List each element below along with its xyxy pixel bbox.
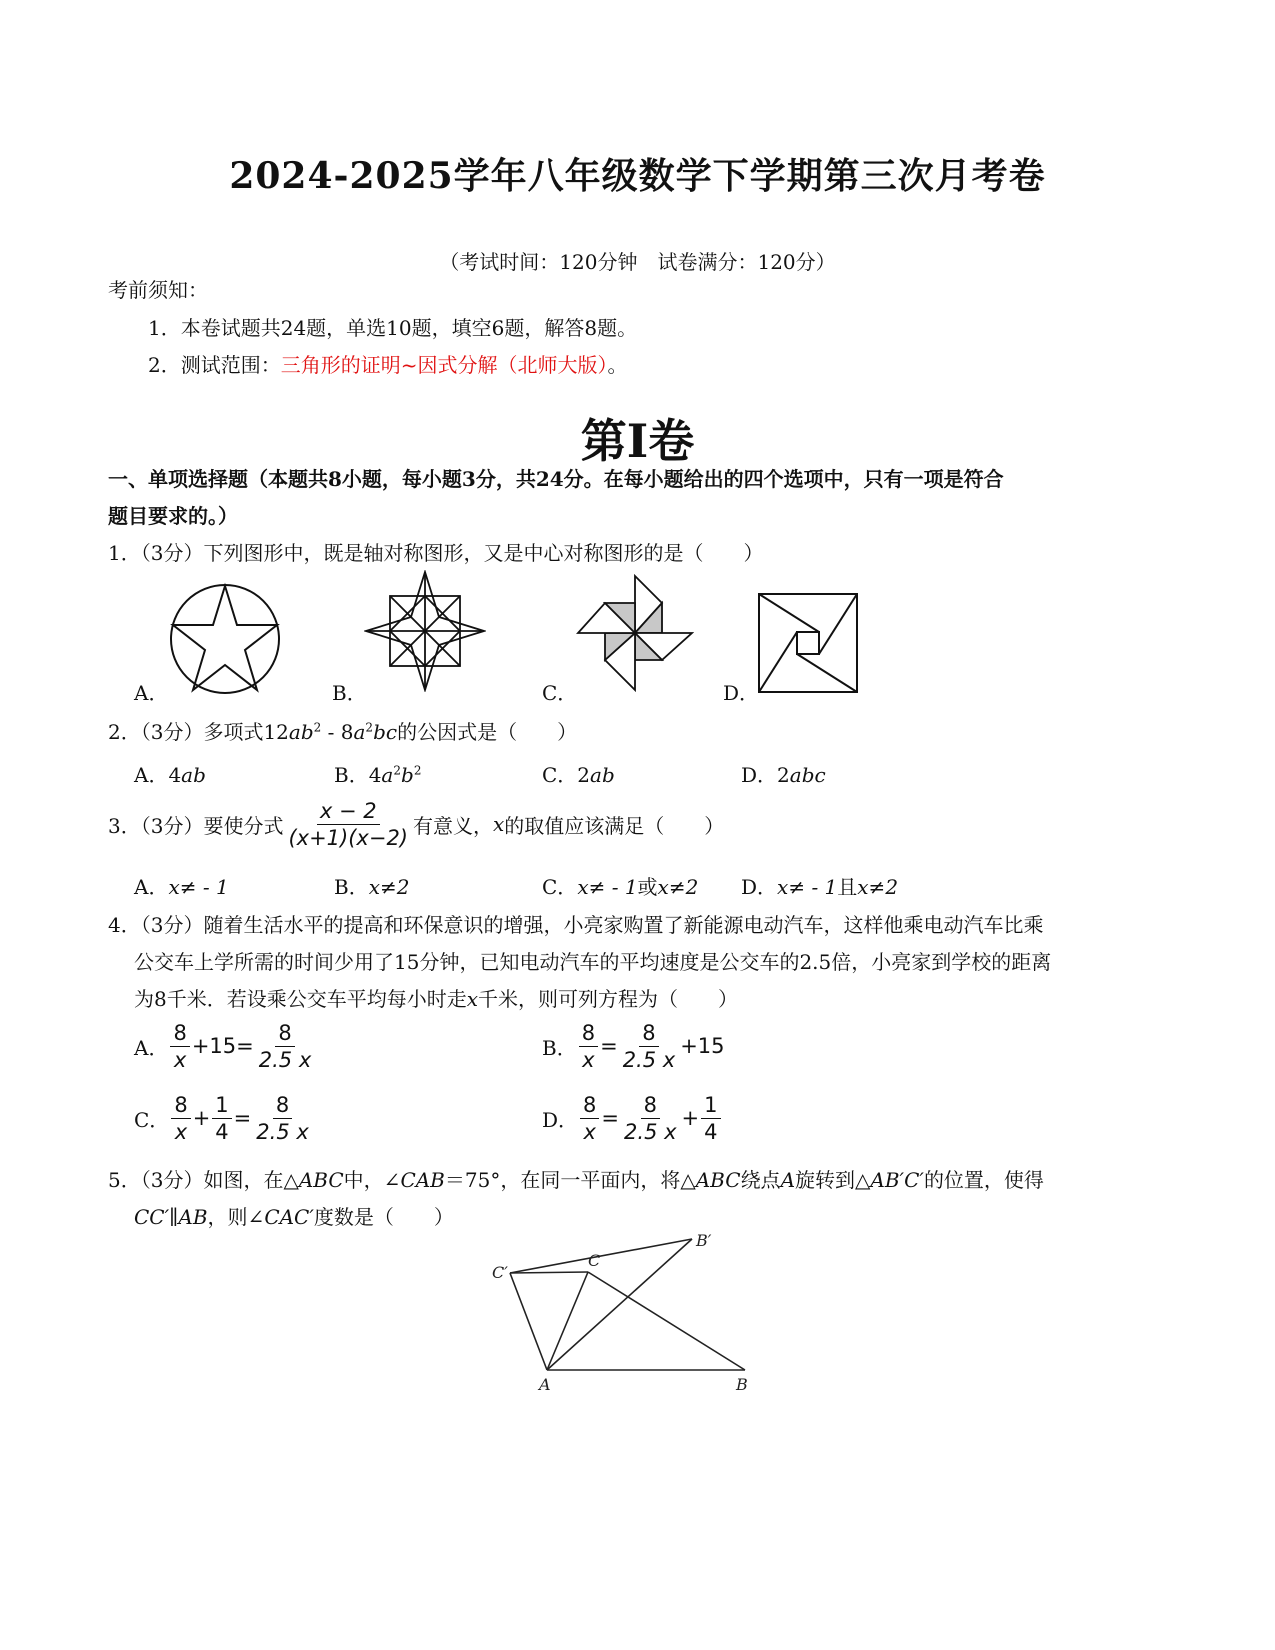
notice-heading: 考前须知：	[108, 278, 208, 302]
q4-d-num1: 8	[580, 1092, 599, 1119]
label-a: A	[539, 1375, 551, 1394]
q4-b-num2: 8	[639, 1020, 658, 1047]
star-in-circle-icon	[166, 580, 284, 698]
q3-middle: 有意义，	[413, 813, 493, 838]
q4-b-den2: 2.5 x	[622, 1047, 676, 1072]
q1-option-b-label: B．	[332, 681, 367, 705]
q2-exp1: 2	[313, 720, 322, 735]
q4-b-label: B．	[542, 1035, 577, 1060]
question-4-line1: 4．（3分）随着生活水平的提高和环保意识的增强，小亮家购置了新能源电动汽车，这样他乘电动汽车比乘	[108, 913, 1044, 937]
q4-d-eq: =	[601, 1106, 620, 1130]
q4-option-d	[542, 1090, 723, 1146]
question-5-line2	[134, 1201, 454, 1230]
q4-c-frac2	[212, 1092, 231, 1145]
question-2-stem	[108, 716, 577, 745]
q2-var1: ab	[288, 720, 314, 744]
q3-option-b	[334, 871, 409, 900]
label-b: B	[736, 1375, 748, 1394]
q4-c-num1: 8	[171, 1092, 190, 1119]
q4-a-den1: x	[173, 1047, 187, 1072]
q2-option-d	[741, 759, 826, 788]
q5-l1-cab: CAB	[400, 1168, 445, 1192]
q2-a-var: ab	[181, 763, 206, 787]
q3-option-d	[741, 871, 898, 900]
q4-c-den2: 4	[215, 1119, 229, 1144]
q5-l1-a: 5．（3分）如图，在△	[108, 1168, 299, 1192]
q3-fraction	[285, 798, 411, 851]
q3-d-value2: x≠2	[857, 875, 899, 899]
q3-option-a	[134, 871, 229, 900]
q4-a-label: A．	[134, 1035, 169, 1060]
q2-d-label: D．2	[741, 763, 790, 787]
q3-d-label: D．	[741, 875, 778, 899]
q2-b-label: B．4	[334, 763, 382, 787]
q2-var2: a	[353, 720, 366, 744]
pinwheel-icon	[576, 574, 694, 692]
q4-c-label: C．	[134, 1107, 170, 1132]
q2-c-var: ab	[590, 763, 615, 787]
q4-c-plus: +	[192, 1106, 211, 1130]
q3-c-label: C．	[542, 875, 578, 899]
q4-a-num2: 8	[275, 1020, 294, 1047]
q3-suffix: 的取值应该满足（ ）	[504, 813, 725, 838]
q4-d-frac1	[580, 1092, 599, 1145]
q4-line3-var: x	[466, 987, 479, 1011]
q5-l1-abc: ABC	[298, 1168, 344, 1192]
q4-c-den3: 2.5 x	[256, 1119, 309, 1144]
q2-d-var: abc	[789, 763, 826, 787]
q2-b-exp2: 2	[413, 763, 422, 778]
q5-l2-e: CAC′	[264, 1205, 314, 1229]
q3-b-label: B．	[334, 875, 369, 899]
q1-option-a-label: A．	[134, 681, 169, 705]
segment-a-c	[547, 1272, 588, 1370]
q4-d-num3: 1	[701, 1092, 720, 1119]
question-4-line3	[134, 983, 738, 1012]
question-1-stem: 1．（3分）下列图形中，既是轴对称图形，又是中心对称图形的是（ ）	[108, 541, 764, 565]
q4-line3-b: 千米，则可列方程为（ ）	[478, 987, 739, 1011]
q2-b-var-b: b	[401, 763, 414, 787]
segment-a-b-prime	[547, 1239, 692, 1370]
segment-c-prime-c	[510, 1272, 588, 1273]
q3-denominator: (x+1)(x−2)	[288, 825, 408, 850]
q4-a-num1: 8	[170, 1020, 189, 1047]
q5-l1-c: ＝75°，在同一平面内，将△	[444, 1168, 696, 1192]
question-5-line1	[108, 1164, 1044, 1193]
q4-a-frac2	[256, 1020, 315, 1073]
q4-c-den1: x	[174, 1119, 188, 1144]
q3-a-label: A．	[134, 875, 169, 899]
q5-l2-b: ∥	[169, 1205, 179, 1229]
q3-b-value: x≠2	[368, 875, 410, 899]
eight-point-star-icon	[364, 570, 486, 692]
q4-d-den2: 2.5 x	[624, 1119, 677, 1144]
q5-l2-c: AB	[178, 1205, 208, 1229]
notice-item-1: 1．本卷试题共24题，单选10题，填空6题，解答8题。	[148, 316, 638, 340]
q4-line3-a: 为8千米．若设乘公交车平均每小时走	[134, 987, 467, 1011]
q4-c-num2: 1	[212, 1092, 231, 1119]
q4-a-den2: 2.5 x	[258, 1047, 312, 1072]
q4-d-label: D．	[542, 1107, 579, 1132]
q2-coef1: 12	[263, 720, 289, 744]
segment-c-prime-b-prime	[510, 1239, 692, 1273]
q5-l1-f: 的位置，使得	[923, 1168, 1044, 1192]
q4-b-frac1	[579, 1020, 598, 1073]
q4-b-num1: 8	[579, 1020, 598, 1047]
label-c: C	[588, 1251, 601, 1270]
q4-b-plus15: +15	[680, 1034, 725, 1058]
q2-option-c	[542, 759, 615, 788]
q5-l1-abprime: AB′C′	[870, 1168, 924, 1192]
q3-c-value1: x≠ - 1	[577, 875, 638, 899]
page-title: 2024-2025学年八年级数学下学期第三次月考卷	[229, 155, 1046, 197]
rotation-triangle-figure	[480, 1226, 780, 1396]
q2-var3: bc	[373, 720, 398, 744]
q2-b-var-a: a	[381, 763, 394, 787]
label-c-prime: C′	[492, 1263, 508, 1282]
q3-d-and: 且	[837, 875, 858, 899]
q5-l2-a: CC′	[134, 1205, 170, 1229]
section-heading-line2: 题目要求的。）	[108, 504, 238, 528]
question-4-line2: 公交车上学所需的时间少用了15分钟，已知电动汽车的平均速度是公交车的2.5倍，小亮家到学校的距离	[134, 950, 1052, 974]
q5-l1-b: 中，∠	[343, 1168, 401, 1192]
exam-info: （考试时间：120分钟 试卷满分：120分）	[439, 250, 836, 274]
q4-b-den1: x	[582, 1047, 595, 1072]
q3-d-value1: x≠ - 1	[777, 875, 838, 899]
label-b-prime: B′	[696, 1231, 712, 1250]
q3-var: x	[493, 812, 505, 836]
q4-option-a	[134, 1018, 316, 1074]
q1-option-d-label: D．	[723, 681, 760, 705]
q5-l1-abc2: ABC	[695, 1168, 741, 1192]
q2-option-a	[134, 759, 206, 788]
q4-a-eq: =	[236, 1034, 254, 1058]
notice-item-2	[148, 349, 628, 378]
q4-option-b	[542, 1018, 725, 1074]
q4-d-plus: +	[681, 1106, 700, 1130]
section-heading-line1: 一、单项选择题（本题共8小题，每小题3分，共24分。在每小题给出的四个选项中，只有一项是符合	[108, 467, 1004, 491]
q2-option-b	[334, 759, 421, 788]
q4-a-frac1	[170, 1020, 189, 1073]
q4-a-plus15: +15	[191, 1034, 237, 1058]
q4-c-eq: =	[233, 1106, 252, 1130]
q4-b-frac2	[620, 1020, 679, 1073]
q3-a-value: x≠ - 1	[168, 875, 229, 899]
notice-item-2-prefix: 2．测试范围：	[148, 353, 281, 377]
q4-c-frac3	[253, 1092, 312, 1145]
q4-option-c	[134, 1090, 314, 1146]
volume-heading: 第Ⅰ卷	[580, 414, 695, 468]
q3-c-value2: x≠2	[657, 875, 699, 899]
q5-l1-d: 绕点	[740, 1168, 781, 1192]
q2-minus8: - 8	[321, 720, 354, 744]
q4-d-frac3	[701, 1092, 720, 1145]
test-range: 三角形的证明~因式分解（北师大版）	[280, 353, 608, 377]
segment-c-b	[588, 1272, 745, 1370]
q3-prefix: 3．（3分）要使分式	[108, 813, 284, 838]
q5-l2-f: 度数是（ ）	[313, 1205, 454, 1229]
notice-item-2-suffix: 。	[607, 353, 628, 377]
q4-d-den3: 4	[704, 1119, 718, 1144]
q4-d-den1: x	[583, 1119, 596, 1144]
q3-numerator: x − 2	[317, 798, 380, 825]
q2-prefix: 2．（3分）多项式	[108, 720, 264, 744]
q5-l1-e: 旋转到△	[795, 1168, 871, 1192]
q5-l2-d: ，则∠	[207, 1205, 265, 1229]
square-pinwheel-icon	[757, 592, 859, 694]
q2-a-label: A．4	[134, 763, 182, 787]
q2-c-label: C．2	[542, 763, 591, 787]
q4-d-frac2	[621, 1092, 680, 1145]
segment-a-c-prime	[510, 1273, 547, 1370]
q4-c-frac1	[171, 1092, 190, 1145]
q5-l1-pointA: A	[780, 1168, 796, 1192]
q4-b-eq: =	[600, 1034, 618, 1058]
question-3-stem	[108, 796, 724, 852]
q1-option-c-label: C．	[542, 681, 578, 705]
q3-option-c	[542, 871, 698, 900]
q2-exp2: 2	[365, 720, 374, 735]
q3-c-or: 或	[637, 875, 658, 899]
q2-b-exp1: 2	[393, 763, 401, 778]
q2-suffix: 的公因式是（ ）	[397, 720, 578, 744]
q4-c-num3: 8	[273, 1092, 292, 1119]
q4-d-num2: 8	[641, 1092, 660, 1119]
